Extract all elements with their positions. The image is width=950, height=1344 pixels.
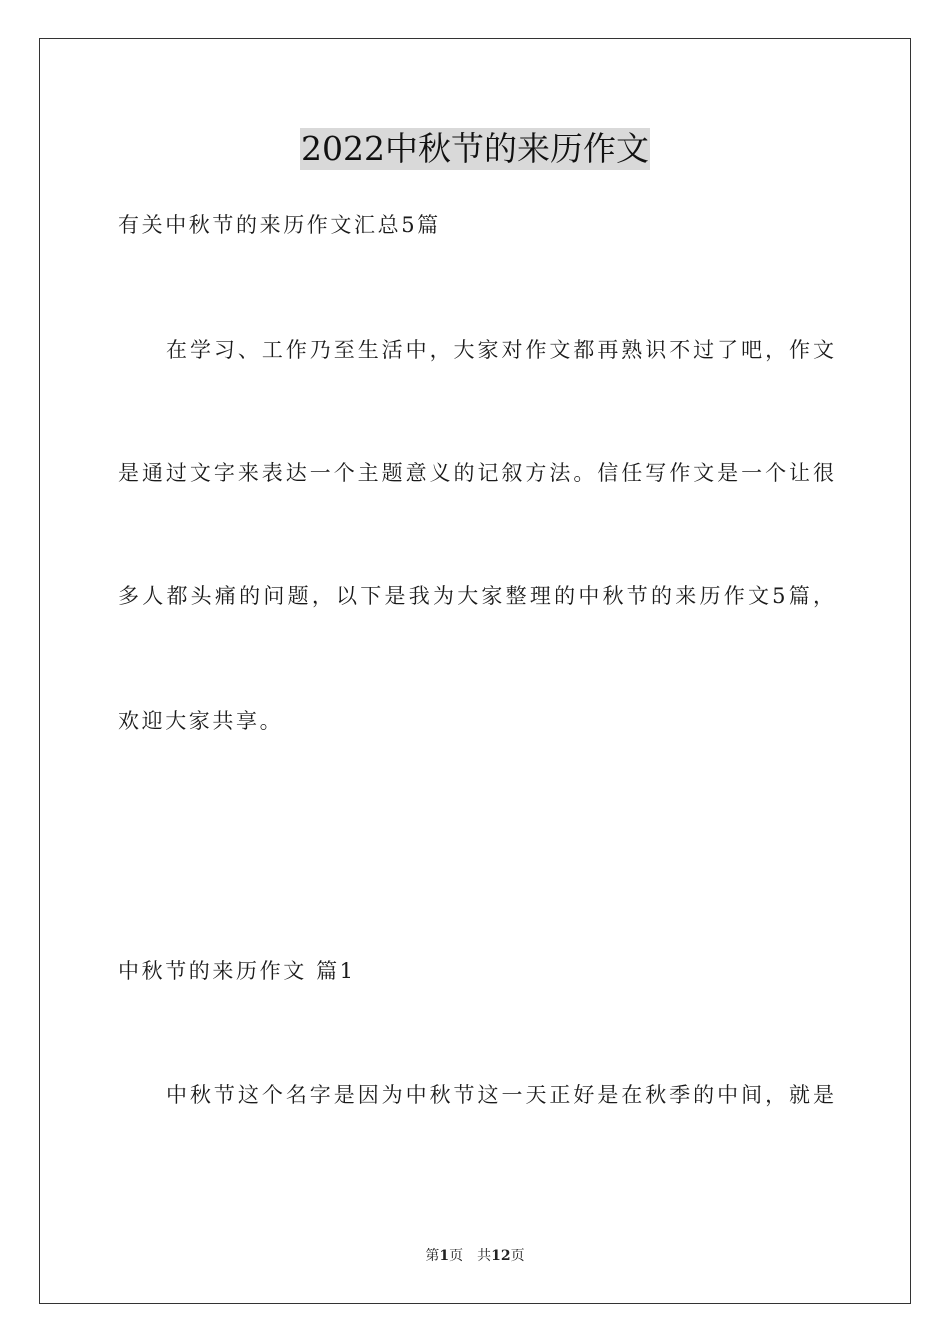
section-paragraph-line-1: 中秋节这个名字是因为中秋节这一天正好是在秋季的中间，就是: [166, 1083, 834, 1107]
intro-paragraph-line-4: 欢迎大家共享。: [118, 709, 284, 733]
page-prefix: 第: [425, 1248, 440, 1264]
intro-paragraph-line-2: 是通过文字来表达一个主题意义的记叙方法。信任写作文是一个让很: [118, 461, 834, 485]
title-container: [0, 128, 950, 170]
intro-paragraph-line-3: 多人都头痛的问题，以下是我为大家整理的中秋节的来历作文5篇，: [118, 584, 834, 608]
total-page-count: 12: [491, 1248, 511, 1264]
current-page-number: 1: [439, 1248, 450, 1264]
section-heading: 中秋节的来历作文 篇1: [118, 959, 356, 983]
total-prefix: 共: [477, 1248, 492, 1264]
page-footer: [0, 1246, 950, 1266]
total-suffix: 页: [510, 1248, 525, 1264]
document-title: 2022中秋节的来历作文: [301, 129, 649, 168]
intro-paragraph-line-1: 在学习、工作乃至生活中，大家对作文都再熟识不过了吧，作文: [166, 338, 834, 362]
page-suffix: 页: [449, 1248, 464, 1264]
document-subtitle: 有关中秋节的来历作文汇总5篇: [118, 213, 441, 237]
